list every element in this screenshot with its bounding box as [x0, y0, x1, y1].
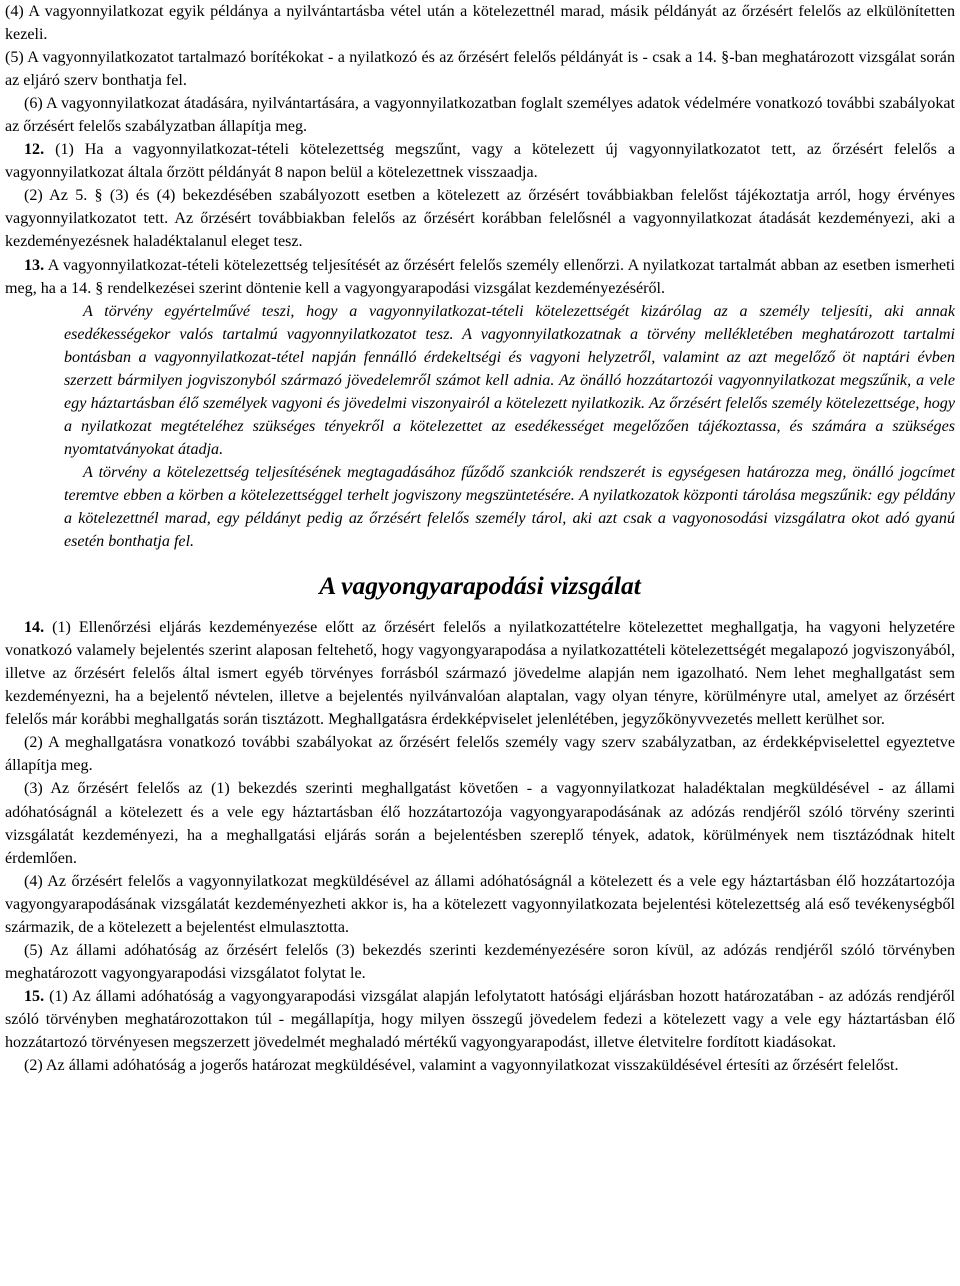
commentary-paragraph-2: A törvény a kötelezettség teljesítésének megtagadásához fűződő szankciók rendszerét is egységesen határozza meg, önálló jogcímet teremtve ebben a körben a kötelezettséggel terhelt jogviszony megszüntetésére. A nyilatkozatok központi tárolása megszűnik: egy példány a kötelezettnél marad, egy példányt pedig az őrzésért felelős személy tárol, aki azt csak a vagyonosodási vizsgálatra okot adó gyanú esetén bonthatja fel. — [64, 463, 955, 551]
section-15-paragraph-1 — [5, 985, 955, 1054]
section-14-paragraph-4: (4) Az őrzésért felelős a vagyonnyilatkozat megküldésével az állami adóhatóságnál a kötelezett és a vele egy háztartásban élő hozzátartozója vagyongyarapodásának vizsgálatát kezdeményezheti akkor is, ha a kötelezett vagyonnyilatkozata bejelentési kötelezettség alá eső tevékenységből származik, de a kötelezett a bejelentést elmulasztotta. — [5, 872, 955, 936]
section-number-14: 14. — [24, 619, 45, 637]
section-14-text-1: (1) Ellenőrzési eljárás kezdeményezése előtt az őrzésért felelős a nyilatkozattételre kötelezettet meghallgatja, ha vagyoni helyzetére vonatkozó valamely bejelentés szerint alaposan feltehető, hogy vagyongyarapodása a nyilatkozattételi kötelezettségét megalapozó jogviszonyából, illetve az őrzésért felelős által ismert egyéb törvényes forrásból származó jövedelme alapján nem igazolható. Nem lehet meghallgatást sem kezdeményezni, ha a bejelentő névtelen, illetve a bejelentés nyilvánvalóan alaptalan, vagy olyan tényre, körülményre utal, amelyet az őrzésért felelős már korábbi meghallgatás során tisztázott. Meghallgatásra érdekképviselet jelenlétében, jegyzőkönyvvezetés mellett kerülhet sor. — [5, 619, 955, 729]
section-15-text-1: (1) Az állami adóhatóság a vagyongyarapodási vizsgálat alapján lefolytatott hatósági eljárásban hozott határozatában - az adózás rendjéről szóló törvényben meghatározottakon túl - megállapítja, hogy milyen összegű jövedelem fedezi a kötelezett vagy a vele egy háztartásban élő hozzátartozó törvényesen megszerzett jövedelmét meghaladó mértékű vagyongyarapodást, illetve életvitelre fordított kiadásokat. — [5, 987, 955, 1051]
section-15-paragraph-2: (2) Az állami adóhatóság a jogerős határozat megküldésével, valamint a vagyonnyilatkozat visszaküldésével értesíti az őrzésért felelőst. — [24, 1057, 899, 1075]
section-13-paragraph-1 — [5, 254, 955, 300]
paragraph-4-5: (5) A vagyonnyilatkozatot tartalmazó borítékokat - a nyilatkozó és az őrzésért felelős példányát is - csak a 14. §-ban meghatározott vizsgálat során az eljáró szerv bonthatja fel. — [5, 49, 955, 90]
section-14-paragraph-5: (5) Az állami adóhatóság az őrzésért felelős (3) bekezdés szerinti kezdeményezésére soron kívül, az adózás rendjéről szóló törvényben meghatározott vagyongyarapodási vizsgálatot folytat le. — [5, 941, 955, 982]
section-14-paragraph-3: (3) Az őrzésért felelős az (1) bekezdés szerinti meghallgatást követően - a vagyonnyilatkozat haladéktalan megküldésével - az állami adóhatóságnál a kötelezett és a vele egy háztartásban élő hozzátartozója vagyongyarapodásának az adózás rendjéről szóló törvény szerinti vizsgálatát kezdeményezi, ha a meghallgatási eljárás során a bejelentésben szereplő tények, adatok, körülmények nem tisztázódnak hitelt érdemlően. — [5, 780, 955, 867]
paragraph-4-4: (4) A vagyonnyilatkozat egyik példánya a nyilvántartásba vétel után a kötelezettnél marad, másik példányát az őrzésért felelős az elkülönítetten kezeli. — [5, 3, 955, 44]
section-13-text-1: A vagyonnyilatkozat-tételi kötelezettség teljesítését az őrzésért felelős személy ellenőrzi. A nyilatkozat tartalmát abban az esetben ismerheti meg, ha a 14. § rendelkezései szerint döntenie kell a vagyongyarapodási vizsgálat kezdeményezéséről. — [5, 256, 955, 297]
section-12-text-1: (1) Ha a vagyonnyilatkozat-tételi kötelezettség megszűnt, vagy a kötelezett új vagyonnyilatkozatot tett, az őrzésért felelős a vagyonnyilatkozat általa őrzött példányát 8 napon belül a kötelezettnek visszaadja. — [5, 141, 955, 182]
section-12-paragraph-2: (2) Az 5. § (3) és (4) bekezdésében szabályozott esetben a kötelezett az őrzésért továbbiakban felelőst tájékoztatja arról, hogy érvényes vagyonnyilatkozatot tett. Az őrzésért továbbiakban felelős az őrzésért korábban felelősnél a vagyonnyilatkozat átadását kezdeményezi, aki a kezdeményezésnek haladéktalanul eleget tesz. — [5, 187, 955, 251]
paragraph-4-6: (6) A vagyonnyilatkozat átadására, nyilvántartására, a vagyonnyilatkozatban foglalt személyes adatok védelmére vonatkozó további szabályokat az őrzésért felelős szabályzatban állapítja meg. — [5, 95, 955, 136]
section-14-paragraph-2: (2) A meghallgatásra vonatkozó további szabályokat az őrzésért felelős személy vagy szerv szabályzatban, az érdekképviselettel egyeztetve állapítja meg. — [5, 734, 955, 775]
section-12-paragraph-1 — [5, 138, 955, 184]
section-14-paragraph-1 — [5, 616, 955, 731]
section-heading: A vagyongyarapodási vizsgálat — [319, 571, 641, 601]
section-number-15: 15. — [24, 987, 45, 1005]
commentary-paragraph-1: A törvény egyértelművé teszi, hogy a vagyonnyilatkozat-tételi kötelezettségét kizárólag az a személy teljesíti, aki annak esedékességekor valós tartalmú vagyonnyilatkozatot tesz. A vagyonnyilatkozatnak a törvény mellékletében meghatározott tartalmi bontásban a vagyonnyilatkozat-tétel napján fennálló érdekeltségi és vagyoni helyzetről, valamint az azt megelőző öt naptári évben szerzett bármilyen jogviszonyból származó jövedelemről számot kell adnia. Az önálló hozzátartozói vagyonnyilatkozat megszűnik, a vele egy háztartásban élő személyek vagyoni és jövedelmi viszonyairól a kötelezett nyilatkozik. Az őrzésért felelős személy kötelezettsége, hogy a nyilatkozat megtételéhez szükséges tényekről a kötelezettet az esedékességet megelőzően tájékoztassa, és számára a szükséges nyomtatványokat átadja. — [64, 302, 955, 458]
section-number-12: 12. — [24, 141, 45, 159]
section-number-13: 13. — [24, 256, 45, 274]
